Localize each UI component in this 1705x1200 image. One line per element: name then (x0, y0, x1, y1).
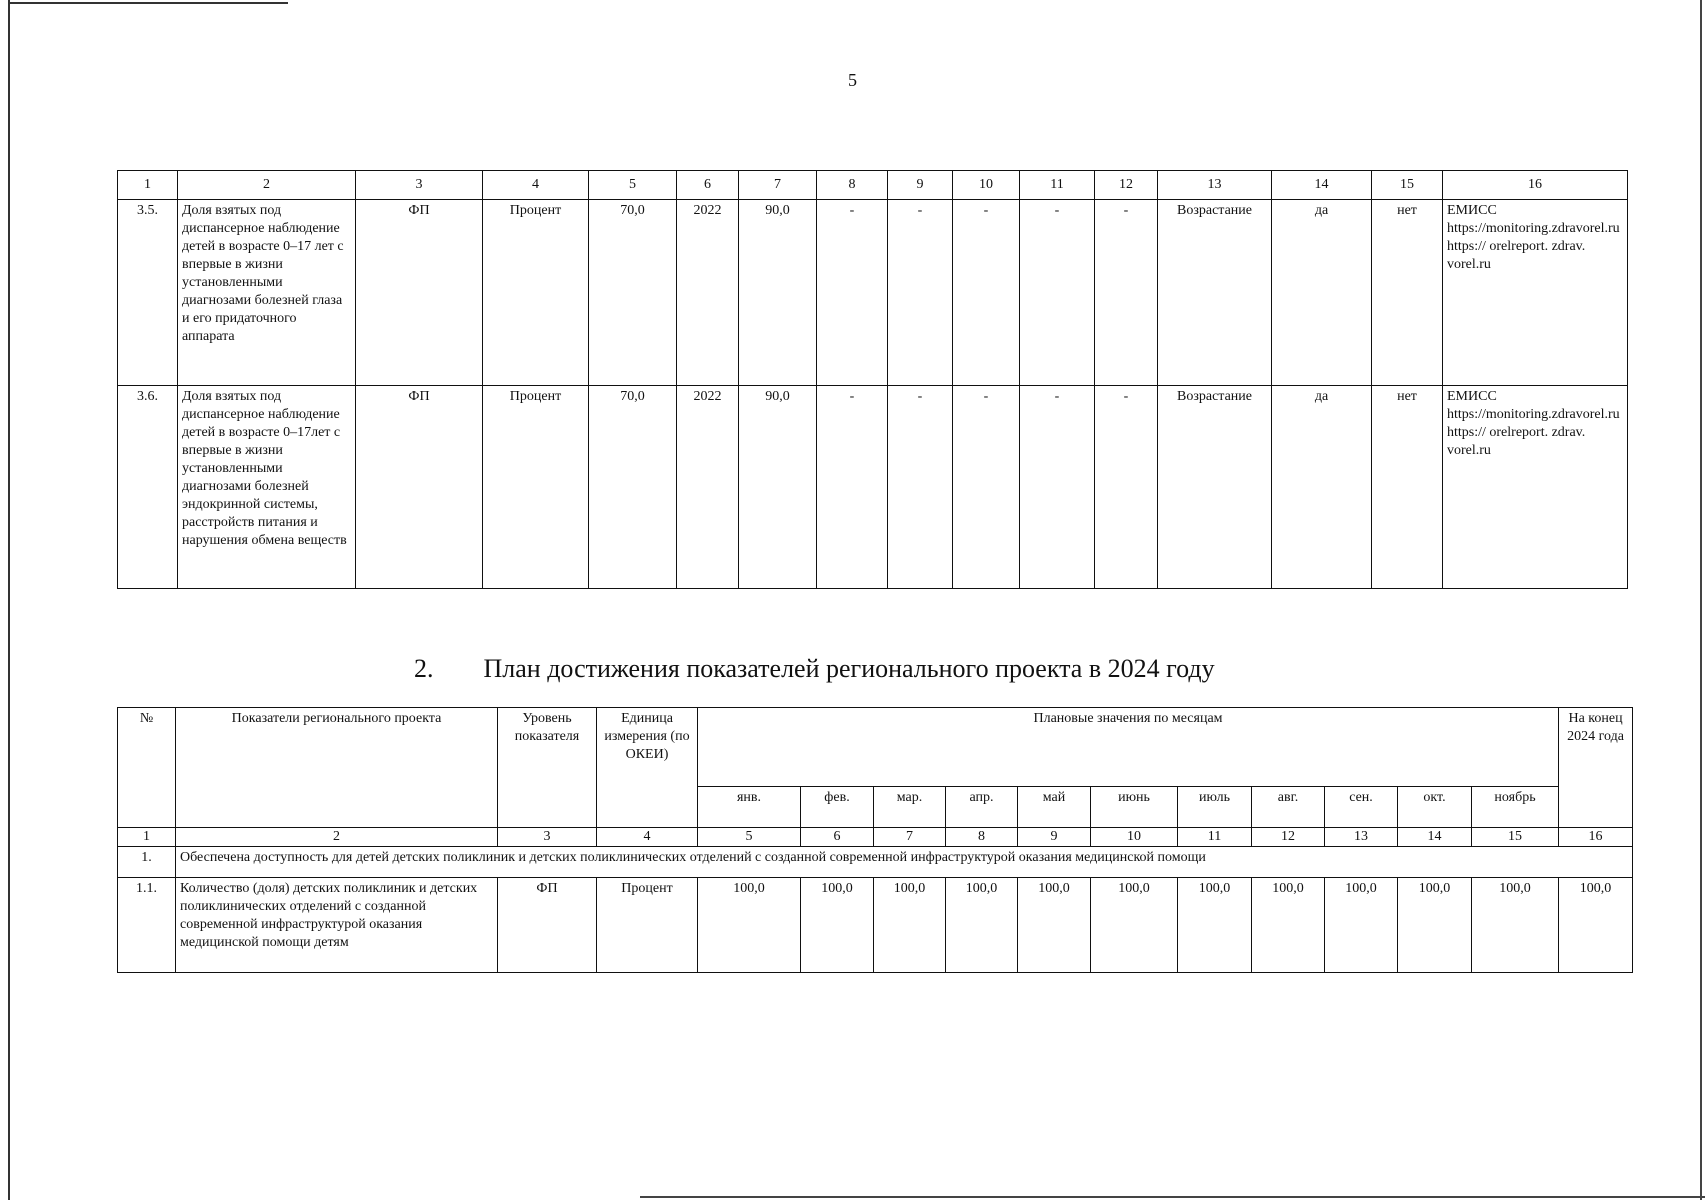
indicator-name: Доля взятых под диспансерное наблюдение детей в возрасте 0–17лет с впервые в жизни установленными диагнозами болезней эндокринной системы, расстройств питания и нарушения обмена веществ (178, 386, 356, 589)
header-num: № (118, 708, 176, 828)
month-value: 100,0 (1252, 878, 1325, 973)
base-year: 2022 (677, 386, 739, 589)
section-row-text: Обеспечена доступность для детей детских поликлиник и детских поликлинических отделений с созданной современной инфраструктурой оказания медицинской помощи (176, 847, 1633, 878)
value-cell: - (888, 386, 953, 589)
section-heading (414, 654, 1215, 684)
scan-border-right (1700, 0, 1702, 1200)
col-num: 1 (118, 171, 178, 200)
value-cell: - (1020, 386, 1095, 589)
col-num: 10 (953, 171, 1020, 200)
unit: Процент (483, 200, 589, 386)
row-number: 3.5. (118, 200, 178, 386)
indicators-table (117, 170, 1628, 589)
col-num: 9 (1018, 828, 1091, 847)
month-header: июнь (1091, 787, 1178, 828)
section-number: 2. (414, 654, 434, 683)
month-header: авг. (1252, 787, 1325, 828)
col-num: 15 (1472, 828, 1559, 847)
month-header: янв. (698, 787, 801, 828)
month-header: фев. (801, 787, 874, 828)
month-header: июль (1178, 787, 1252, 828)
col-num: 14 (1272, 171, 1372, 200)
section-title: План достижения показателей регионального проекта в 2024 году (483, 654, 1215, 683)
col-num: 8 (817, 171, 888, 200)
month-value: 100,0 (698, 878, 801, 973)
col-num: 12 (1095, 171, 1158, 200)
value-cell: - (817, 386, 888, 589)
value-cell: да (1272, 386, 1372, 589)
value-cell: - (1095, 386, 1158, 589)
indicator-name: Количество (доля) детских поликлиник и детских поликлинических отделений с созданной современной инфраструктурой оказания медицинской помощи детям (176, 878, 498, 973)
month-value: 100,0 (1178, 878, 1252, 973)
col-num: 5 (589, 171, 677, 200)
value-cell: нет (1372, 386, 1443, 589)
value-cell: 90,0 (739, 386, 817, 589)
indicator-level: ФП (356, 386, 483, 589)
col-num: 5 (698, 828, 801, 847)
col-num: 16 (1559, 828, 1633, 847)
value-cell: - (1020, 200, 1095, 386)
col-num: 4 (483, 171, 589, 200)
col-num: 9 (888, 171, 953, 200)
month-header: апр. (946, 787, 1018, 828)
col-num: 8 (946, 828, 1018, 847)
month-value: 100,0 (801, 878, 874, 973)
col-num: 7 (739, 171, 817, 200)
month-value: 100,0 (1398, 878, 1472, 973)
indicator-level: ФП (356, 200, 483, 386)
unit: Процент (483, 386, 589, 589)
col-num: 6 (677, 171, 739, 200)
data-source: ЕМИСС https://monitoring.zdravorel.ru https:// orelreport. zdrav. vorel.ru (1443, 200, 1628, 386)
col-num: 11 (1020, 171, 1095, 200)
base-year: 2022 (677, 200, 739, 386)
end-of-year-value: 100,0 (1559, 878, 1633, 973)
month-header: мар. (874, 787, 946, 828)
trend: Возрастание (1158, 386, 1272, 589)
month-value: 100,0 (1472, 878, 1559, 973)
col-num: 6 (801, 828, 874, 847)
col-num: 12 (1252, 828, 1325, 847)
table-row (118, 386, 1628, 589)
indicator-level: ФП (498, 878, 597, 973)
col-num: 13 (1325, 828, 1398, 847)
base-value: 70,0 (589, 200, 677, 386)
header-indicator: Показатели регионального проекта (176, 708, 498, 828)
trend: Возрастание (1158, 200, 1272, 386)
table-row (118, 878, 1633, 973)
scan-border-top (8, 2, 288, 4)
month-value: 100,0 (1091, 878, 1178, 973)
col-num: 14 (1398, 828, 1472, 847)
month-value: 100,0 (874, 878, 946, 973)
col-num: 13 (1158, 171, 1272, 200)
col-num: 11 (1178, 828, 1252, 847)
page-number: 5 (848, 70, 857, 90)
col-num: 16 (1443, 171, 1628, 200)
col-num: 2 (176, 828, 498, 847)
header-end-of-year: На конец 2024 года (1559, 708, 1633, 828)
section-row (118, 847, 1633, 878)
scan-border-bottom (640, 1196, 1705, 1198)
col-num: 15 (1372, 171, 1443, 200)
month-value: 100,0 (1325, 878, 1398, 973)
value-cell: нет (1372, 200, 1443, 386)
value-cell: - (817, 200, 888, 386)
scan-border-left (8, 0, 10, 1200)
col-num: 4 (597, 828, 698, 847)
value-cell: - (953, 200, 1020, 386)
month-header: окт. (1398, 787, 1472, 828)
row-number: 3.6. (118, 386, 178, 589)
column-numbers-row (118, 828, 1633, 847)
col-num: 3 (356, 171, 483, 200)
header-row (118, 708, 1633, 787)
value-cell: - (953, 386, 1020, 589)
header-monthly: Плановые значения по месяцам (698, 708, 1559, 787)
header-unit: Единица измерения (по ОКЕИ) (597, 708, 698, 828)
row-number: 1.1. (118, 878, 176, 973)
month-value: 100,0 (1018, 878, 1091, 973)
col-num: 1 (118, 828, 176, 847)
header-level: Уровень показателя (498, 708, 597, 828)
month-header: ноябрь (1472, 787, 1559, 828)
plan-table (117, 707, 1633, 973)
col-num: 7 (874, 828, 946, 847)
data-source: ЕМИСС https://monitoring.zdravorel.ru https:// orelreport. zdrav. vorel.ru (1443, 386, 1628, 589)
value-cell: да (1272, 200, 1372, 386)
base-value: 70,0 (589, 386, 677, 589)
col-num: 3 (498, 828, 597, 847)
col-num: 10 (1091, 828, 1178, 847)
col-num: 2 (178, 171, 356, 200)
month-header: май (1018, 787, 1091, 828)
value-cell: - (1095, 200, 1158, 386)
column-numbers-row (118, 171, 1628, 200)
value-cell: 90,0 (739, 200, 817, 386)
value-cell: - (888, 200, 953, 386)
indicator-name: Доля взятых под диспансерное наблюдение детей в возрасте 0–17 лет с впервые в жизни установленными диагнозами болезней глаза и его придаточного аппарата (178, 200, 356, 386)
month-value: 100,0 (946, 878, 1018, 973)
section-row-number: 1. (118, 847, 176, 878)
month-header: сен. (1325, 787, 1398, 828)
table-row (118, 200, 1628, 386)
unit: Процент (597, 878, 698, 973)
